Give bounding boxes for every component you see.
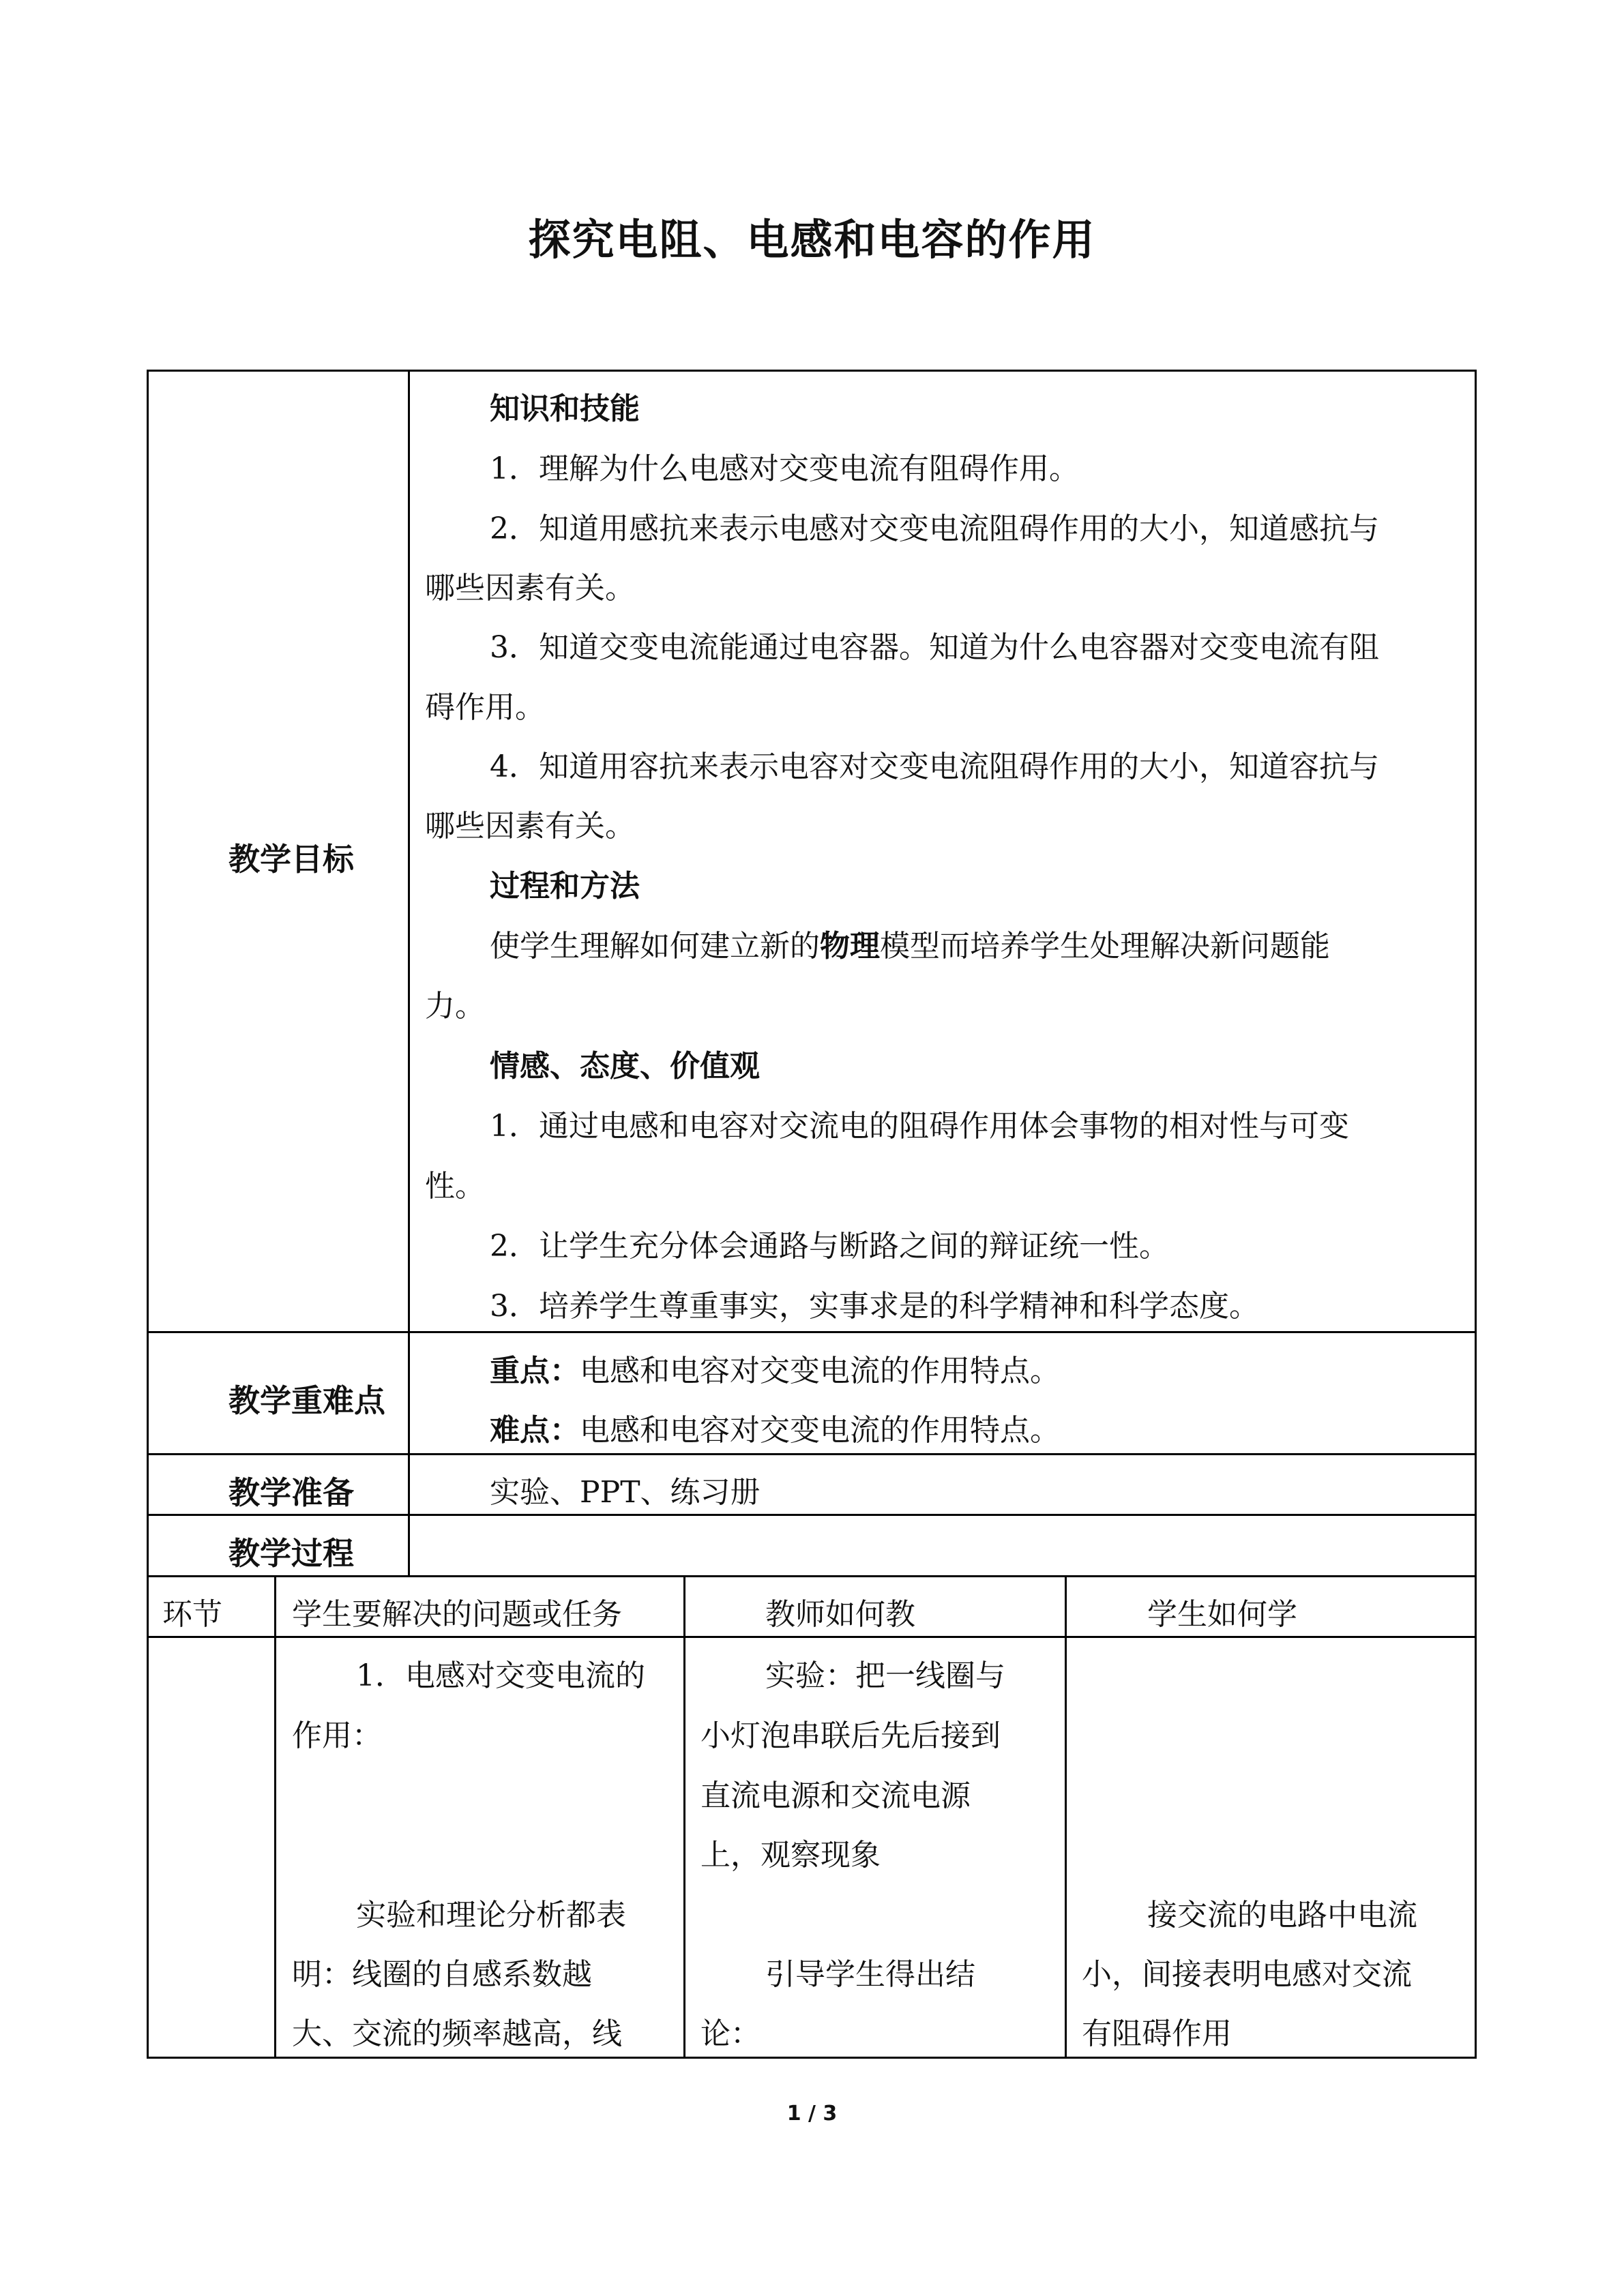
header-task: 学生要解决的问题或任务 [292, 1597, 622, 1632]
teacher-line: 小灯泡串联后先后接到 [700, 1718, 1001, 1753]
row-divider-preparation [147, 1514, 1477, 1516]
objective-k2-line2: 哪些因素有关。 [425, 571, 635, 606]
key-point [490, 1352, 1060, 1390]
objective-k4-line1: 4．知道用容抗来表示电容对交变电流阻碍作用的大小，知道容抗与 [490, 749, 1379, 784]
teacher-line: 直流电源和交流电源 [700, 1778, 971, 1813]
header-student: 学生如何学 [1147, 1597, 1297, 1632]
header-teacher: 教师如何教 [765, 1597, 915, 1632]
knowledge-heading: 知识和技能 [490, 391, 640, 426]
process-method-heading: 过程和方法 [490, 869, 640, 904]
task-line: 实验和理论分析都表 [356, 1898, 626, 1933]
objective-k4-line2: 哪些因素有关。 [425, 809, 635, 844]
process-column-divider-1 [274, 1575, 276, 2059]
task-line: 明：线圈的自感系数越 [292, 1957, 592, 1992]
hard-point-label: 难点： [490, 1413, 580, 1448]
teacher-line: 论： [700, 2016, 761, 2051]
student-line: 接交流的电路中电流 [1147, 1898, 1417, 1933]
table-border-top [147, 370, 1477, 372]
objective-a1-line1: 1．通过电感和电容对交流电的阻碍作用体会事物的相对性与可变 [490, 1109, 1349, 1144]
task-line: 1．电感对交变电流的 [356, 1658, 645, 1693]
header-stage: 环节 [162, 1597, 222, 1632]
table-border-left [147, 370, 149, 2059]
objective-k1: 1．理解为什么电感对交变电流有阻碍作用。 [490, 451, 1079, 486]
hard-point-text: 电感和电容对交变电流的作用特点。 [580, 1413, 1060, 1448]
objective-k2-line1: 2．知道用感抗来表示电感对交变电流阻碍作用的大小，知道感抗与 [490, 511, 1379, 546]
row-divider-process [147, 1575, 1477, 1577]
task-line: 大、交流的频率越高，线 [292, 2016, 622, 2051]
attitude-heading: 情感、态度、价值观 [490, 1049, 760, 1084]
label-column-divider [408, 370, 410, 1575]
process-column-divider-2 [683, 1575, 685, 2059]
process-label: 教学过程 [228, 1535, 354, 1572]
objective-a1-line2: 性。 [425, 1169, 485, 1204]
hard-point [490, 1412, 1060, 1450]
row-divider-keypoints [147, 1453, 1477, 1455]
preparation-label: 教学准备 [228, 1474, 354, 1511]
task-line: 作用： [292, 1718, 382, 1753]
objective-k3-line1: 3．知道交变电流能通过电容器。知道为什么电容器对交变电流有阻 [490, 630, 1379, 665]
process-column-divider-3 [1065, 1575, 1067, 2059]
row-divider-headers [147, 1636, 1477, 1638]
key-point-text: 电感和电容对交变电流的作用特点。 [580, 1354, 1060, 1388]
objective-a2: 2．让学生充分体会通路与断路之间的辩证统一性。 [490, 1229, 1169, 1264]
teacher-line: 实验：把一线圈与 [765, 1658, 1005, 1693]
page-title: 探究电阻、电感和电容的作用 [528, 215, 1096, 265]
objective-k3-line2: 碍作用。 [425, 690, 545, 725]
preparation-text: 实验、PPT、练习册 [490, 1475, 761, 1510]
table-border-bottom [147, 2057, 1477, 2059]
teacher-line: 上，观察现象 [700, 1838, 881, 1873]
objective-p1-bold: 物理 [820, 929, 880, 964]
student-line: 有阻碍作用 [1082, 2016, 1232, 2051]
table-border-right [1475, 370, 1477, 2059]
row-divider-objectives [147, 1331, 1477, 1333]
key-point-label: 重点： [490, 1354, 580, 1388]
teacher-line: 引导学生得出结 [765, 1957, 975, 1992]
objective-p1-line2: 力。 [425, 989, 485, 1024]
keypoints-label: 教学重难点 [228, 1382, 385, 1419]
objective-p1-post: 模型而培养学生处理解决新问题能 [880, 929, 1330, 964]
page-number: 1 / 3 [786, 2102, 838, 2126]
student-line: 小，间接表明电感对交流 [1082, 1957, 1412, 1992]
objective-p1-line1 [490, 927, 1330, 966]
objectives-label: 教学目标 [228, 841, 354, 878]
objective-a3: 3．培养学生尊重事实，实事求是的科学精神和科学态度。 [490, 1289, 1259, 1324]
objective-p1-pre: 使学生理解如何建立新的 [490, 929, 820, 964]
